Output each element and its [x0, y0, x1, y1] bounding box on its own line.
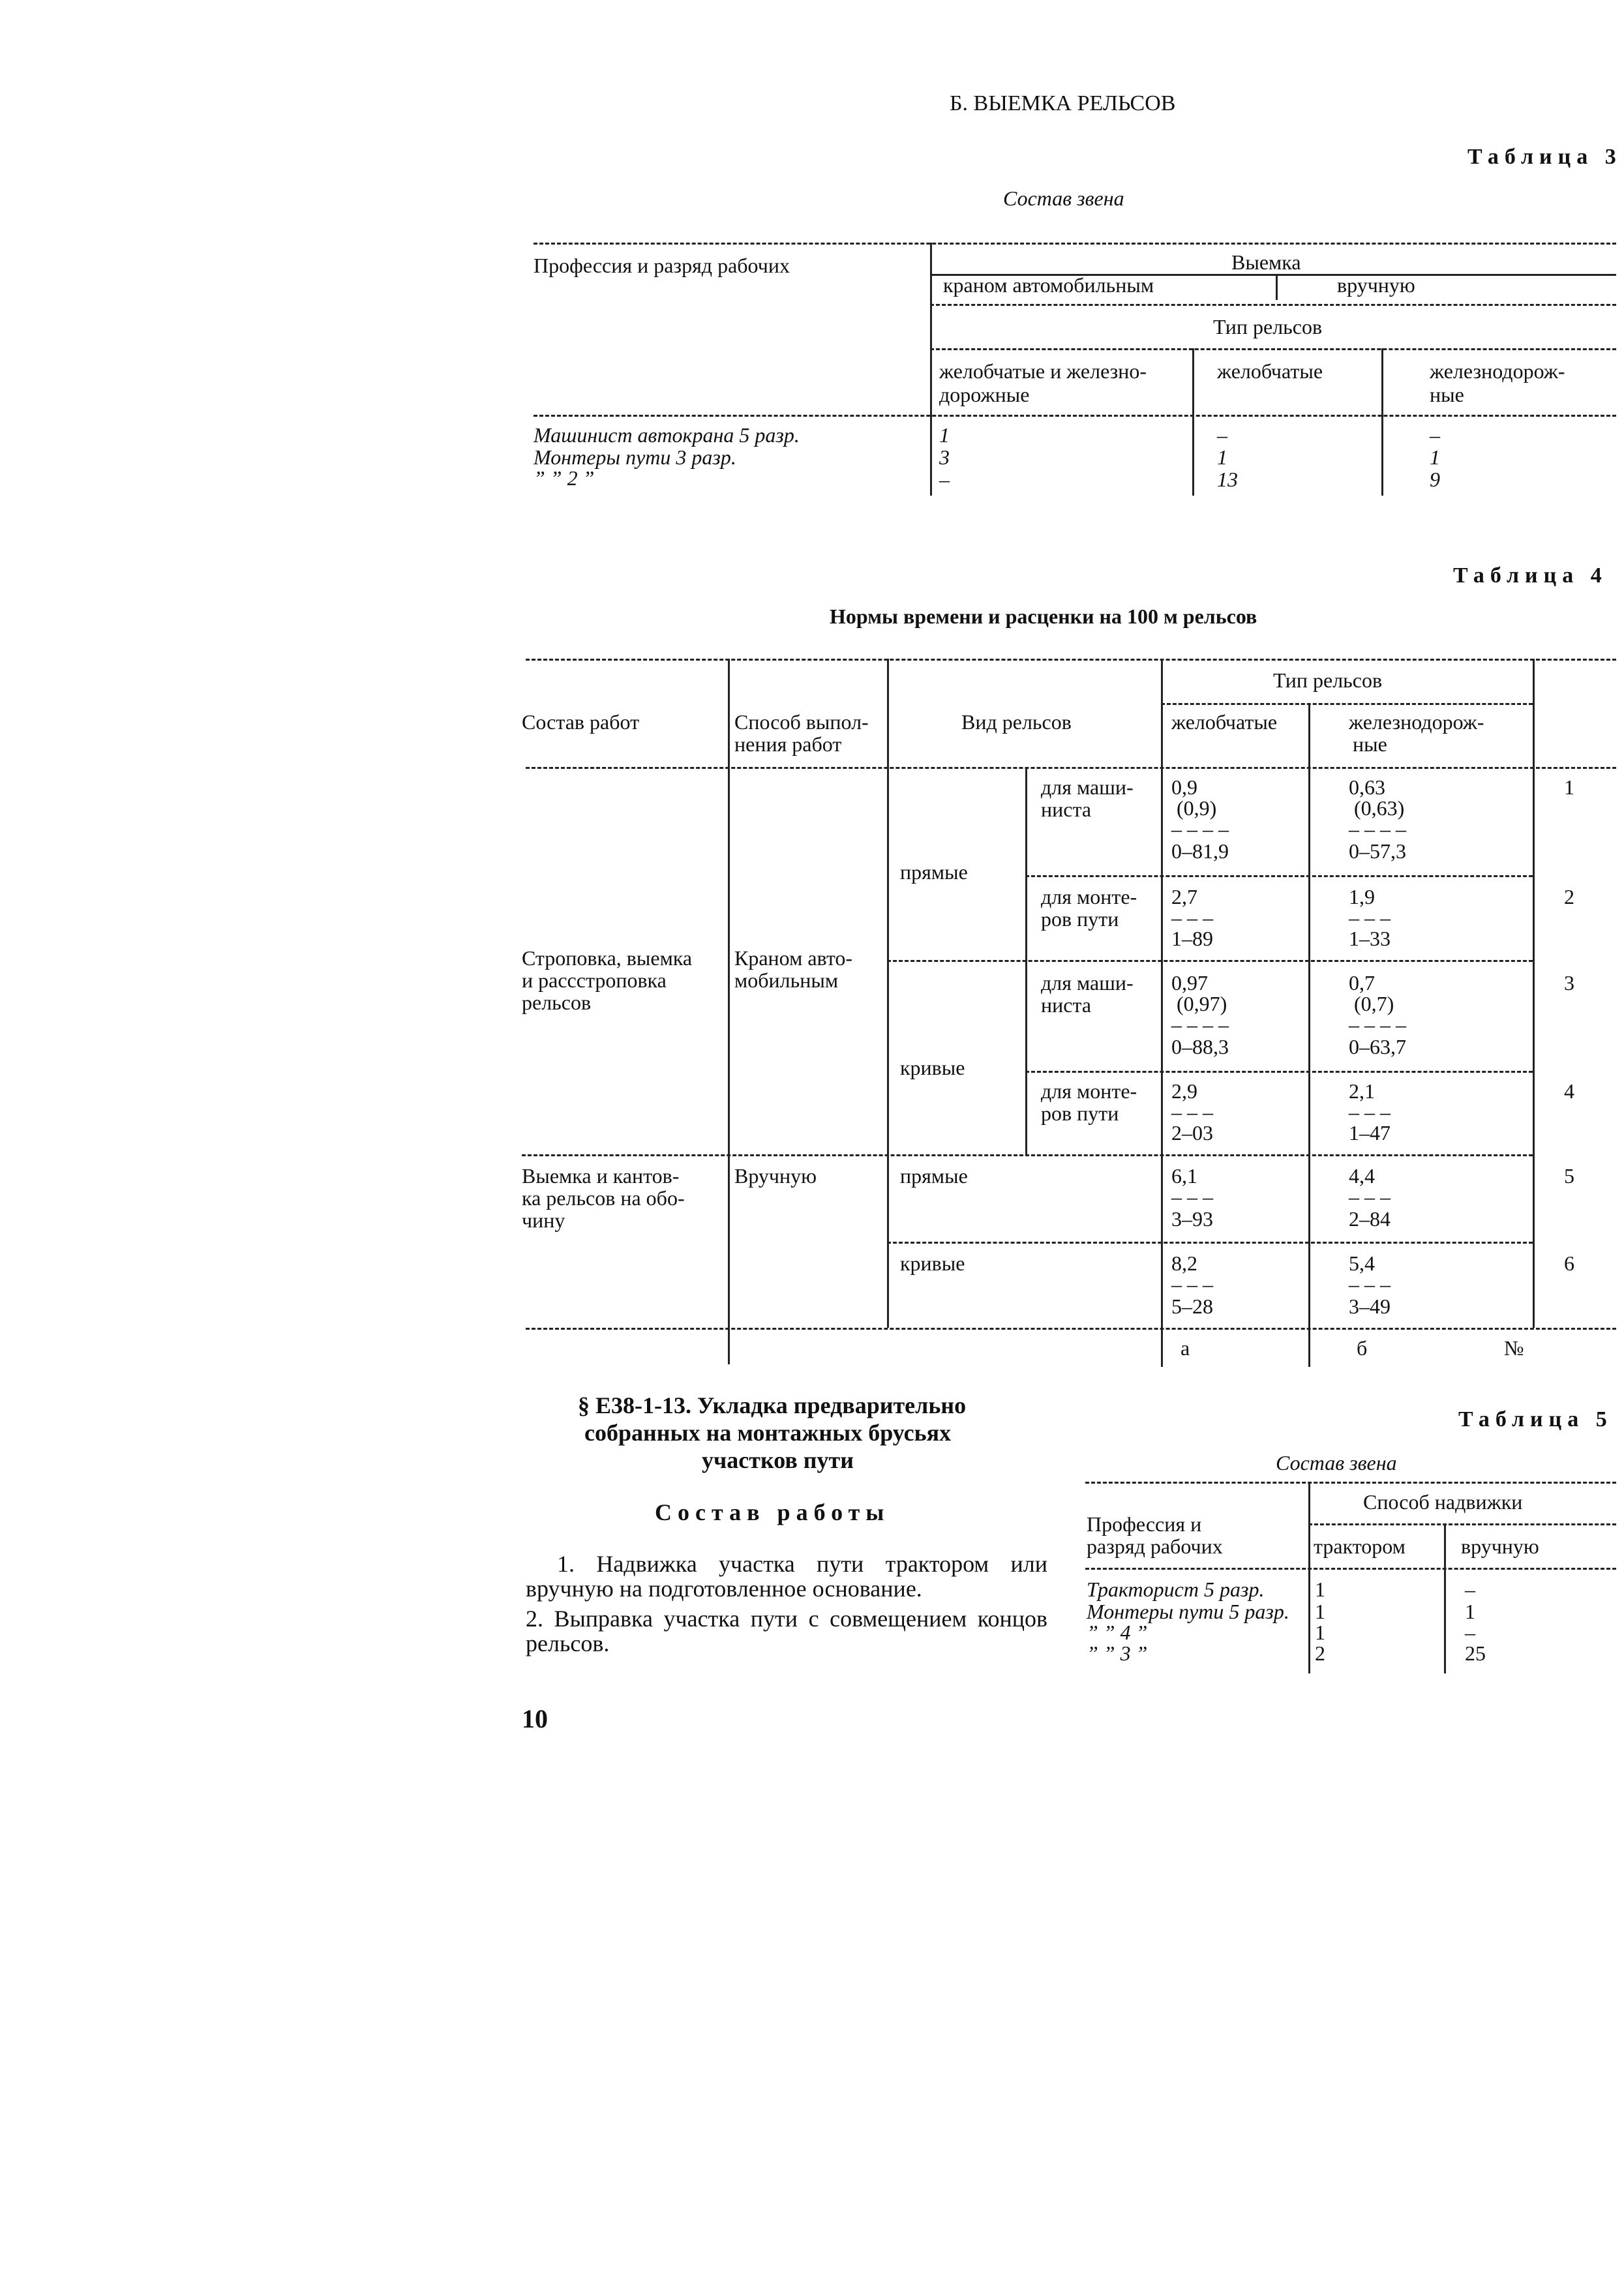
- table4-driver-1: для маши-: [1041, 775, 1134, 799]
- table4-r5-b-rule: – – –: [1349, 1185, 1391, 1208]
- table5-row-prof: ” ” 4 ”: [1087, 1621, 1148, 1644]
- table4-header-rail-type: Тип рельсов: [1273, 668, 1383, 692]
- table3-row-c2: 13: [1217, 468, 1238, 491]
- table4-r5-a-rule: – – –: [1171, 1185, 1213, 1208]
- table4-r3-a-paren: (0,97): [1177, 992, 1227, 1015]
- table4-foot-b: б: [1357, 1336, 1368, 1360]
- table4-curved: кривые: [900, 1056, 965, 1079]
- table5-header-manual: вручную: [1461, 1535, 1539, 1558]
- table3-row-c3: 9: [1430, 468, 1440, 491]
- table3-row-c1: 1: [939, 423, 950, 447]
- table5-row-c2: –: [1465, 1578, 1475, 1601]
- table4-r2-number: 2: [1564, 885, 1574, 908]
- table4-foot-number: №: [1504, 1336, 1524, 1360]
- table3-header-rail-type: Тип рельсов: [1213, 315, 1323, 338]
- table3-row-prof: ” ” 2 ”: [534, 466, 595, 490]
- table4-r5-a-value: 6,1: [1171, 1164, 1197, 1188]
- table4-r3-a-rate: 0–88,3: [1171, 1035, 1229, 1058]
- table4-caption: Нормы времени и расценки на 100 м рельсов: [830, 605, 1257, 628]
- table4-r6-b-rate: 3–49: [1349, 1295, 1391, 1318]
- table4-r3-b-value: 0,7: [1349, 971, 1375, 995]
- table4-r1-b-rate: 0–57,3: [1349, 839, 1406, 863]
- table4-work2-3: чину: [522, 1208, 565, 1232]
- table4-header-grooved: желобчатые: [1171, 710, 1278, 734]
- table4-r5-number: 5: [1564, 1164, 1574, 1188]
- table5-row-prof: ” ” 3 ”: [1087, 1641, 1148, 1665]
- table4-header-railway-2: ные: [1353, 732, 1387, 756]
- table5-row-prof: Тракторист 5 разр.: [1087, 1578, 1265, 1601]
- table4-r4-a-value: 2,9: [1171, 1079, 1197, 1103]
- table4-r4-a-rule: – – –: [1171, 1100, 1213, 1124]
- table3-row-prof: Машинист автокрана 5 разр.: [534, 423, 800, 447]
- table3-row-c3: –: [1430, 423, 1440, 447]
- table4-driver-2: ниста: [1041, 993, 1092, 1017]
- table4-r6-a-value: 8,2: [1171, 1251, 1197, 1275]
- table3-sub3-line1: железнодорож-: [1430, 359, 1565, 383]
- page-number: 10: [522, 1704, 548, 1733]
- table3-sub2: желобчатые: [1217, 359, 1323, 383]
- table5-row-c2: –: [1465, 1621, 1475, 1644]
- section13-title-1: § Е38-1-13. Укладка предварительно: [578, 1392, 967, 1418]
- table4-work2-1: Выемка и кантов-: [522, 1164, 680, 1188]
- table4-straight: прямые: [900, 860, 968, 884]
- table4-r2-a-rate: 1–89: [1171, 927, 1213, 950]
- table4-work1-1: Строповка, выемка: [522, 946, 693, 970]
- table3-label: Таблица 3: [1467, 145, 1622, 169]
- table3-row-c2: –: [1217, 423, 1227, 447]
- step-2: 2. Выправка участка пути с совмещением концов рельсов.: [526, 1606, 1047, 1656]
- table4-r3-b-paren: (0,7): [1354, 992, 1394, 1015]
- table3-sub1-line2: дорожные: [939, 383, 1030, 406]
- table4-header-rail-kind: Вид рельсов: [961, 710, 1072, 734]
- table3-row-c1: –: [939, 468, 950, 491]
- table5-header-method: Способ надвижки: [1363, 1490, 1523, 1514]
- section13-title-2: собранных на монтажных брусьях: [584, 1420, 952, 1446]
- table5-row-prof: Монтеры пути 5 разр.: [1087, 1600, 1289, 1623]
- table4-r3-b-rate: 0–63,7: [1349, 1035, 1406, 1058]
- table4-r2-b-rate: 1–33: [1349, 927, 1391, 950]
- section13-title-3: участков пути: [702, 1447, 854, 1473]
- table4-work2-2: ка рельсов на обо-: [522, 1186, 685, 1210]
- table5-header-profession-2: разряд рабочих: [1087, 1535, 1223, 1558]
- table4-method2: Вручную: [734, 1164, 817, 1188]
- table4-r5-b-value: 4,4: [1349, 1164, 1375, 1188]
- table4-work1-2: и рассстроповка: [522, 968, 667, 992]
- table4-r2-b-value: 1,9: [1349, 885, 1375, 908]
- table3-header-crane: краном автомобильным: [943, 273, 1154, 297]
- table4-r6-b-value: 5,4: [1349, 1251, 1375, 1275]
- table4-header-method-1: Способ выпол-: [734, 710, 869, 734]
- table3-header-manual: вручную: [1337, 273, 1415, 297]
- table4-r1-a-value: 0,9: [1171, 775, 1197, 799]
- table4-driver-1: для маши-: [1041, 971, 1134, 995]
- table4-r4-b-value: 2,1: [1349, 1079, 1375, 1103]
- table4-r5-a-rate: 3–93: [1171, 1207, 1213, 1231]
- table3-row-c2: 1: [1217, 445, 1227, 469]
- table5-row-c1: 1: [1315, 1578, 1325, 1601]
- table4-straight: прямые: [900, 1164, 968, 1188]
- table3-header-profession: Профессия и разряд рабочих: [534, 254, 790, 277]
- table4-r1-a-rule: – – – –: [1171, 817, 1229, 841]
- composition-heading: Состав работы: [655, 1499, 890, 1525]
- table5-label: Таблица 5: [1458, 1407, 1613, 1431]
- table4-r3-a-rule: – – – –: [1171, 1013, 1229, 1036]
- section-title: Б. ВЫЕМКА РЕЛЬСОВ: [950, 91, 1176, 115]
- table5-row-c1: 1: [1315, 1600, 1325, 1623]
- table4-header-method-2: нения работ: [734, 732, 842, 756]
- table3-sub3-line2: ные: [1430, 383, 1464, 406]
- table5-row-c2: 1: [1465, 1600, 1475, 1623]
- table4-method1-1: Краном авто-: [734, 946, 853, 970]
- table4-r4-b-rule: – – –: [1349, 1100, 1391, 1124]
- table3-row-c3: 1: [1430, 445, 1440, 469]
- table4-r1-b-rule: – – – –: [1349, 817, 1406, 841]
- table4-method1-2: мобильным: [734, 968, 839, 992]
- table4-r6-b-rule: – – –: [1349, 1272, 1391, 1296]
- table4-r1-a-rate: 0–81,9: [1171, 839, 1229, 863]
- table4-r3-b-rule: – – – –: [1349, 1013, 1406, 1036]
- table4-r2-b-rule: – – –: [1349, 906, 1391, 929]
- table3-header-vyemka: Выемка: [1231, 250, 1301, 274]
- step-1: 1. Надвижка участка пути трактором или вручную на подготовленное основание.: [526, 1551, 1047, 1602]
- table4-r6-a-rule: – – –: [1171, 1272, 1213, 1296]
- table4-curved: кривые: [900, 1251, 965, 1275]
- table4-fitters-1: для монте-: [1041, 885, 1137, 908]
- table5-row-c2: 25: [1465, 1641, 1486, 1665]
- table4-r4-b-rate: 1–47: [1349, 1121, 1391, 1145]
- table4-r1-number: 1: [1564, 775, 1574, 799]
- table5-row-c1: 2: [1315, 1641, 1325, 1665]
- table4-r6-a-rate: 5–28: [1171, 1295, 1213, 1318]
- table4-r3-a-value: 0,97: [1171, 971, 1208, 995]
- table4-r1-b-value: 0,63: [1349, 775, 1385, 799]
- table3-caption: Состав звена: [1003, 187, 1124, 210]
- table4-r6-number: 6: [1564, 1251, 1574, 1275]
- table4-header-railway-1: железнодорож-: [1349, 710, 1484, 734]
- table4-r4-a-rate: 2–03: [1171, 1121, 1213, 1145]
- table4-label: Таблица 4: [1453, 563, 1608, 588]
- table4-fitters-1: для монте-: [1041, 1079, 1137, 1103]
- table4-r2-a-rule: – – –: [1171, 906, 1213, 929]
- table4-foot-a: а: [1180, 1336, 1190, 1360]
- table5-caption: Состав звена: [1276, 1451, 1397, 1475]
- table3-row-prof: Монтеры пути 3 разр.: [534, 445, 736, 469]
- table3-sub1-line1: желобчатые и железно-: [939, 359, 1147, 383]
- table4-r3-number: 3: [1564, 971, 1574, 995]
- table4-r5-b-rate: 2–84: [1349, 1207, 1391, 1231]
- table4-fitters-2: ров пути: [1041, 1101, 1119, 1125]
- table5-row-c1: 1: [1315, 1621, 1325, 1644]
- table4-r4-number: 4: [1564, 1079, 1574, 1103]
- table5-header-profession-1: Профессия и: [1087, 1512, 1202, 1536]
- table4-fitters-2: ров пути: [1041, 907, 1119, 931]
- table4-r2-a-value: 2,7: [1171, 885, 1197, 908]
- table3-row-c1: 3: [939, 445, 950, 469]
- table4-driver-2: ниста: [1041, 798, 1092, 821]
- table4-r1-b-paren: (0,63): [1354, 796, 1405, 820]
- table4-r1-a-paren: (0,9): [1177, 796, 1217, 820]
- table4-header-work: Состав работ: [522, 710, 640, 734]
- table5-header-tractor: трактором: [1314, 1535, 1406, 1558]
- table4-work1-3: рельсов: [522, 991, 592, 1014]
